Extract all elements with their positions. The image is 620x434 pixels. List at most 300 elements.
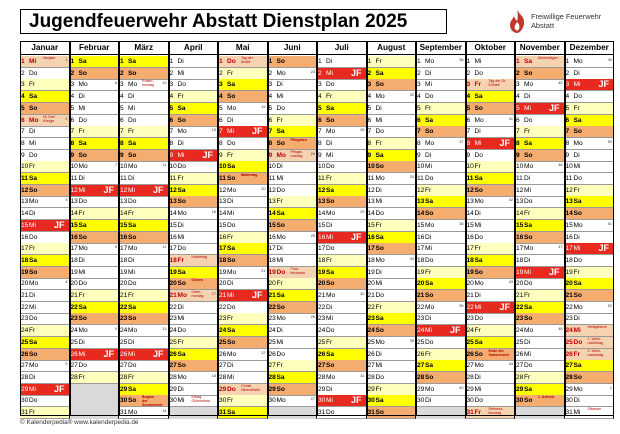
day-cell[interactable] (119, 372, 169, 384)
day-cell[interactable] (169, 161, 219, 173)
day-cell[interactable] (317, 196, 367, 208)
day-cell[interactable] (317, 325, 367, 337)
day-cell[interactable] (317, 103, 367, 115)
day-cell[interactable] (218, 395, 268, 407)
day-cell[interactable] (20, 255, 70, 267)
day-cell[interactable] (367, 313, 417, 325)
day-cell[interactable] (515, 313, 565, 325)
day-cell[interactable] (515, 360, 565, 372)
day-cell[interactable] (218, 185, 268, 197)
day-cell[interactable] (119, 337, 169, 349)
day-cell[interactable] (119, 126, 169, 138)
day-cell[interactable] (169, 290, 219, 302)
day-cell[interactable] (466, 185, 516, 197)
day-cell[interactable] (416, 161, 466, 173)
day-cell[interactable] (268, 91, 318, 103)
day-cell[interactable] (466, 68, 516, 80)
day-cell[interactable] (218, 384, 268, 396)
day-cell[interactable] (565, 255, 615, 267)
day-cell[interactable] (515, 232, 565, 244)
day-cell[interactable] (268, 126, 318, 138)
day-cell[interactable] (268, 161, 318, 173)
day-cell[interactable] (317, 56, 367, 68)
day-cell[interactable] (70, 68, 120, 80)
day-cell[interactable] (565, 91, 615, 103)
day-cell[interactable] (20, 161, 70, 173)
day-cell[interactable] (515, 302, 565, 314)
day-cell[interactable] (317, 208, 367, 220)
day-cell[interactable] (268, 243, 318, 255)
day-cell[interactable] (20, 56, 70, 68)
day-cell[interactable] (119, 278, 169, 290)
day-cell[interactable] (367, 161, 417, 173)
day-cell[interactable] (218, 337, 268, 349)
day-cell[interactable] (317, 255, 367, 267)
day-cell[interactable] (466, 407, 516, 419)
day-cell[interactable] (317, 407, 367, 419)
day-cell[interactable] (466, 360, 516, 372)
day-cell[interactable] (515, 325, 565, 337)
day-cell[interactable] (218, 68, 268, 80)
day-cell[interactable] (565, 115, 615, 127)
day-cell[interactable] (218, 278, 268, 290)
day-cell[interactable] (169, 232, 219, 244)
day-cell[interactable] (218, 103, 268, 115)
day-cell[interactable] (565, 79, 615, 91)
day-cell[interactable] (416, 220, 466, 232)
day-cell[interactable] (70, 267, 120, 279)
day-cell[interactable] (119, 91, 169, 103)
day-cell[interactable] (515, 91, 565, 103)
day-cell[interactable] (70, 185, 120, 197)
day-cell[interactable] (119, 68, 169, 80)
day-cell[interactable] (169, 372, 219, 384)
day-cell[interactable] (466, 278, 516, 290)
day-cell[interactable] (218, 255, 268, 267)
day-cell[interactable] (20, 267, 70, 279)
day-cell[interactable] (317, 278, 367, 290)
day-cell[interactable] (218, 407, 268, 419)
day-cell[interactable] (218, 360, 268, 372)
day-cell[interactable] (416, 349, 466, 361)
day-cell[interactable] (70, 255, 120, 267)
day-cell[interactable] (515, 290, 565, 302)
day-cell[interactable] (169, 150, 219, 162)
day-cell[interactable] (367, 232, 417, 244)
day-cell[interactable] (317, 313, 367, 325)
day-cell[interactable] (169, 267, 219, 279)
day-cell[interactable] (169, 302, 219, 314)
day-cell[interactable] (367, 126, 417, 138)
day-cell[interactable] (268, 255, 318, 267)
day-cell[interactable] (70, 91, 120, 103)
day-cell[interactable] (20, 173, 70, 185)
day-cell[interactable] (20, 185, 70, 197)
day-cell[interactable] (169, 185, 219, 197)
day-cell[interactable] (466, 384, 516, 396)
day-cell[interactable] (20, 68, 70, 80)
day-cell[interactable] (565, 220, 615, 232)
day-cell[interactable] (218, 243, 268, 255)
day-cell[interactable] (218, 138, 268, 150)
day-cell[interactable] (317, 173, 367, 185)
day-cell[interactable] (515, 208, 565, 220)
day-cell[interactable] (169, 384, 219, 396)
day-cell[interactable] (268, 325, 318, 337)
day-cell[interactable] (367, 278, 417, 290)
day-cell[interactable] (416, 138, 466, 150)
day-cell[interactable] (466, 243, 516, 255)
day-cell[interactable] (565, 395, 615, 407)
day-cell[interactable] (565, 325, 615, 337)
day-cell[interactable] (317, 302, 367, 314)
day-cell[interactable] (268, 150, 318, 162)
day-cell[interactable] (416, 337, 466, 349)
day-cell[interactable] (416, 126, 466, 138)
day-cell[interactable] (119, 349, 169, 361)
day-cell[interactable] (367, 407, 417, 419)
day-cell[interactable] (119, 267, 169, 279)
day-cell[interactable] (119, 208, 169, 220)
day-cell[interactable] (416, 150, 466, 162)
day-cell[interactable] (20, 79, 70, 91)
day-cell[interactable] (119, 243, 169, 255)
day-cell[interactable] (169, 349, 219, 361)
day-cell[interactable] (515, 196, 565, 208)
day-cell[interactable] (169, 138, 219, 150)
day-cell[interactable] (515, 372, 565, 384)
day-cell[interactable] (268, 337, 318, 349)
day-cell[interactable] (20, 150, 70, 162)
day-cell[interactable] (515, 103, 565, 115)
day-cell[interactable] (218, 115, 268, 127)
day-cell[interactable] (70, 290, 120, 302)
day-cell[interactable] (218, 208, 268, 220)
day-cell[interactable] (317, 290, 367, 302)
day-cell[interactable] (565, 126, 615, 138)
day-cell[interactable] (169, 395, 219, 407)
day-cell[interactable] (169, 208, 219, 220)
day-cell[interactable] (268, 384, 318, 396)
day-cell[interactable] (565, 278, 615, 290)
day-cell[interactable] (70, 196, 120, 208)
day-cell[interactable] (466, 56, 516, 68)
day-cell[interactable] (20, 325, 70, 337)
day-cell[interactable] (268, 290, 318, 302)
day-cell[interactable] (70, 79, 120, 91)
day-cell[interactable] (268, 360, 318, 372)
day-cell[interactable] (565, 267, 615, 279)
day-cell[interactable] (169, 68, 219, 80)
day-cell[interactable] (218, 349, 268, 361)
day-cell[interactable] (515, 220, 565, 232)
day-cell[interactable] (119, 79, 169, 91)
day-cell[interactable] (565, 185, 615, 197)
day-cell[interactable] (367, 360, 417, 372)
day-cell[interactable] (416, 313, 466, 325)
day-cell[interactable] (466, 115, 516, 127)
day-cell[interactable] (119, 56, 169, 68)
day-cell[interactable] (367, 384, 417, 396)
day-cell[interactable] (367, 349, 417, 361)
day-cell[interactable] (268, 313, 318, 325)
day-cell[interactable] (565, 103, 615, 115)
day-cell[interactable] (119, 384, 169, 396)
day-cell[interactable] (169, 360, 219, 372)
day-cell[interactable] (367, 173, 417, 185)
day-cell[interactable] (20, 313, 70, 325)
day-cell[interactable] (317, 161, 367, 173)
day-cell[interactable] (565, 56, 615, 68)
day-cell[interactable] (466, 161, 516, 173)
day-cell[interactable] (367, 255, 417, 267)
day-cell[interactable] (119, 161, 169, 173)
day-cell[interactable] (20, 220, 70, 232)
day-cell[interactable] (565, 337, 615, 349)
day-cell[interactable] (466, 196, 516, 208)
day-cell[interactable] (466, 372, 516, 384)
day-cell[interactable] (20, 103, 70, 115)
day-cell[interactable] (565, 243, 615, 255)
day-cell[interactable] (367, 138, 417, 150)
day-cell[interactable] (119, 103, 169, 115)
day-cell[interactable] (20, 337, 70, 349)
day-cell[interactable] (20, 91, 70, 103)
day-cell[interactable] (515, 337, 565, 349)
day-cell[interactable] (416, 91, 466, 103)
day-cell[interactable] (317, 349, 367, 361)
day-cell[interactable] (515, 126, 565, 138)
day-cell[interactable] (70, 243, 120, 255)
day-cell[interactable] (367, 243, 417, 255)
day-cell[interactable] (466, 126, 516, 138)
day-cell[interactable] (70, 208, 120, 220)
day-cell[interactable] (466, 91, 516, 103)
day-cell[interactable] (70, 232, 120, 244)
day-cell[interactable] (268, 68, 318, 80)
day-cell[interactable] (565, 372, 615, 384)
day-cell[interactable] (169, 325, 219, 337)
day-cell[interactable] (317, 79, 367, 91)
day-cell[interactable] (466, 208, 516, 220)
day-cell[interactable] (119, 185, 169, 197)
day-cell[interactable] (565, 290, 615, 302)
day-cell[interactable] (20, 302, 70, 314)
day-cell[interactable] (515, 278, 565, 290)
day-cell[interactable] (268, 103, 318, 115)
day-cell[interactable] (169, 313, 219, 325)
day-cell[interactable] (317, 126, 367, 138)
day-cell[interactable] (20, 115, 70, 127)
day-cell[interactable] (317, 185, 367, 197)
day-cell[interactable] (70, 349, 120, 361)
day-cell[interactable] (367, 196, 417, 208)
day-cell[interactable] (169, 126, 219, 138)
day-cell[interactable] (119, 220, 169, 232)
day-cell[interactable] (466, 395, 516, 407)
day-cell[interactable] (119, 302, 169, 314)
day-cell[interactable] (119, 138, 169, 150)
day-cell[interactable] (565, 208, 615, 220)
day-cell[interactable] (466, 349, 516, 361)
day-cell[interactable] (515, 68, 565, 80)
day-cell[interactable] (416, 173, 466, 185)
day-cell[interactable] (119, 232, 169, 244)
day-cell[interactable] (169, 79, 219, 91)
day-cell[interactable] (169, 196, 219, 208)
day-cell[interactable] (317, 138, 367, 150)
day-cell[interactable] (416, 290, 466, 302)
day-cell[interactable] (416, 79, 466, 91)
day-cell[interactable] (416, 395, 466, 407)
day-cell[interactable] (119, 196, 169, 208)
day-cell[interactable] (169, 91, 219, 103)
day-cell[interactable] (367, 208, 417, 220)
day-cell[interactable] (416, 372, 466, 384)
day-cell[interactable] (70, 278, 120, 290)
day-cell[interactable] (119, 173, 169, 185)
day-cell[interactable] (70, 313, 120, 325)
day-cell[interactable] (218, 150, 268, 162)
day-cell[interactable] (317, 360, 367, 372)
day-cell[interactable] (20, 384, 70, 396)
day-cell[interactable] (466, 103, 516, 115)
day-cell[interactable] (367, 372, 417, 384)
day-cell[interactable] (169, 243, 219, 255)
day-cell[interactable] (20, 208, 70, 220)
day-cell[interactable] (565, 196, 615, 208)
day-cell[interactable] (515, 243, 565, 255)
day-cell[interactable] (515, 79, 565, 91)
day-cell[interactable] (268, 196, 318, 208)
day-cell[interactable] (515, 173, 565, 185)
day-cell[interactable] (268, 173, 318, 185)
day-cell[interactable] (119, 150, 169, 162)
day-cell[interactable] (466, 313, 516, 325)
day-cell[interactable] (515, 138, 565, 150)
day-cell[interactable] (515, 115, 565, 127)
day-cell[interactable] (565, 173, 615, 185)
day-cell[interactable] (466, 150, 516, 162)
day-cell[interactable] (367, 325, 417, 337)
day-cell[interactable] (416, 243, 466, 255)
day-cell[interactable] (515, 395, 565, 407)
day-cell[interactable] (317, 384, 367, 396)
day-cell[interactable] (218, 290, 268, 302)
day-cell[interactable] (119, 407, 169, 419)
day-cell[interactable] (466, 337, 516, 349)
day-cell[interactable] (20, 278, 70, 290)
day-cell[interactable] (218, 325, 268, 337)
day-cell[interactable] (70, 138, 120, 150)
day-cell[interactable] (466, 302, 516, 314)
day-cell[interactable] (268, 372, 318, 384)
day-cell[interactable] (119, 115, 169, 127)
day-cell[interactable] (20, 232, 70, 244)
day-cell[interactable] (367, 302, 417, 314)
day-cell[interactable] (466, 290, 516, 302)
day-cell[interactable] (565, 313, 615, 325)
day-cell[interactable] (70, 150, 120, 162)
day-cell[interactable] (218, 220, 268, 232)
day-cell[interactable] (20, 196, 70, 208)
day-cell[interactable] (268, 220, 318, 232)
day-cell[interactable] (515, 267, 565, 279)
day-cell[interactable] (268, 56, 318, 68)
day-cell[interactable] (20, 126, 70, 138)
day-cell[interactable] (515, 161, 565, 173)
day-cell[interactable] (367, 290, 417, 302)
day-cell[interactable] (218, 196, 268, 208)
day-cell[interactable] (20, 407, 70, 419)
day-cell[interactable] (367, 150, 417, 162)
day-cell[interactable] (20, 138, 70, 150)
day-cell[interactable] (268, 278, 318, 290)
day-cell[interactable] (416, 278, 466, 290)
day-cell[interactable] (565, 407, 615, 419)
day-cell[interactable] (466, 232, 516, 244)
day-cell[interactable] (367, 91, 417, 103)
day-cell[interactable] (70, 360, 120, 372)
day-cell[interactable] (317, 68, 367, 80)
day-cell[interactable] (317, 115, 367, 127)
day-cell[interactable] (367, 267, 417, 279)
day-cell[interactable] (70, 337, 120, 349)
day-cell[interactable] (218, 161, 268, 173)
day-cell[interactable] (367, 337, 417, 349)
day-cell[interactable] (466, 220, 516, 232)
day-cell[interactable] (367, 115, 417, 127)
day-cell[interactable] (70, 325, 120, 337)
day-cell[interactable] (218, 91, 268, 103)
day-cell[interactable] (565, 384, 615, 396)
day-cell[interactable] (119, 395, 169, 407)
day-cell[interactable] (119, 255, 169, 267)
day-cell[interactable] (169, 115, 219, 127)
day-cell[interactable] (218, 56, 268, 68)
day-cell[interactable] (20, 395, 70, 407)
day-cell[interactable] (70, 115, 120, 127)
day-cell[interactable] (416, 360, 466, 372)
day-cell[interactable] (268, 302, 318, 314)
day-cell[interactable] (466, 267, 516, 279)
day-cell[interactable] (317, 150, 367, 162)
day-cell[interactable] (268, 79, 318, 91)
day-cell[interactable] (466, 255, 516, 267)
day-cell[interactable] (70, 126, 120, 138)
day-cell[interactable] (268, 208, 318, 220)
day-cell[interactable] (367, 220, 417, 232)
day-cell[interactable] (565, 349, 615, 361)
day-cell[interactable] (70, 220, 120, 232)
day-cell[interactable] (416, 196, 466, 208)
day-cell[interactable] (119, 313, 169, 325)
day-cell[interactable] (515, 150, 565, 162)
day-cell[interactable] (218, 79, 268, 91)
day-cell[interactable] (119, 290, 169, 302)
day-cell[interactable] (416, 208, 466, 220)
day-cell[interactable] (268, 115, 318, 127)
day-cell[interactable] (70, 372, 120, 384)
day-cell[interactable] (565, 150, 615, 162)
day-cell[interactable] (416, 68, 466, 80)
day-cell[interactable] (218, 232, 268, 244)
day-cell[interactable] (565, 138, 615, 150)
day-cell[interactable] (268, 349, 318, 361)
day-cell[interactable] (416, 56, 466, 68)
day-cell[interactable] (268, 267, 318, 279)
day-cell[interactable] (515, 349, 565, 361)
